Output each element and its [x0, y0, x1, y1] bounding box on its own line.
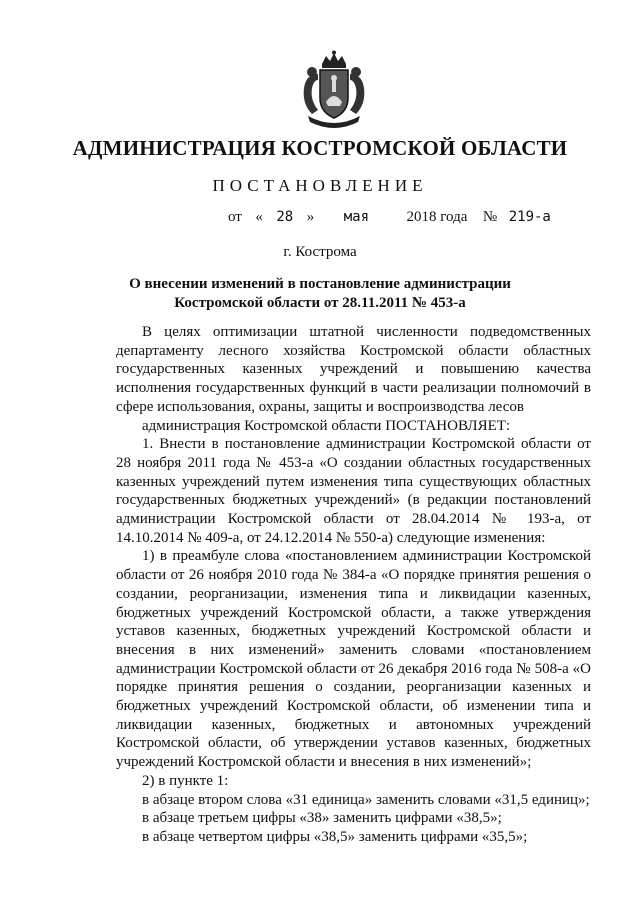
date-day: 28	[276, 209, 294, 225]
date-close-quote: »	[306, 209, 315, 225]
date-year: 2018 года	[406, 209, 468, 225]
date-open-quote: «	[255, 209, 263, 225]
date-line	[228, 209, 551, 226]
paragraph-abzac-4: в абзаце четвертом цифры «38,5» заменить цифрами «35,5»;	[142, 828, 528, 845]
coat-of-arms-emblem	[296, 50, 372, 132]
paragraph-abzac-3: в абзаце третьем цифры «38» заменить цифрами «38,5»;	[142, 810, 502, 827]
document-subject	[0, 275, 640, 313]
document-number: 219-а	[508, 209, 551, 225]
paragraph-item-1: 1. Внести в постановление администрации Костромской области от 28 ноября 2011 года № 453-а «О создании областных государственных казенных учреждений путем изменения типа существующих областных государственных бюджетных учреждений» (в редакции постановлений администрации Костромской области от 28.04.2014 № 193-а, от 14.10.2014 № 409-а, от 24.12.2014 № 550-а) следующие изменения:	[116, 436, 591, 546]
paragraph-subitem-1: 1) в преамбуле слова «постановлением администрации Костромской области от 26 ноября 2010 года № 384-а «О порядке принятия решения о создании, реорганизации, изменения типа и ликвидации казенных, бюджетных учреждений Костромской области, а также утверждения уставов казенных, бюджетных учреждений Костромской области и внесения в них изменений» заменить словами «постановлением администрации Костромской области от 26 декабря 2016 года № 508-а «О порядке принятия решения о создании, реорганизации казенных и бюджетных учреждений Костромской области, об изменении типа и ликвидации казенных, бюджетных и автономных учреждений Костромской области, об утверждении уставов казенных, бюджетных учреждений Костромской области и внесения в них изменений»;	[116, 548, 591, 771]
paragraph-subitem-2: 2) в пункте 1:	[142, 772, 229, 789]
paragraph-resolves: администрация Костромской области ПОСТАНОВЛЯЕТ:	[142, 417, 511, 434]
subject-line-1: О внесении изменений в постановление администрации	[129, 276, 511, 292]
document-type: ПОСТАНОВЛЕНИЕ	[212, 176, 428, 195]
organization-title: АДМИНИСТРАЦИЯ КОСТРОМСКОЙ ОБЛАСТИ	[72, 136, 568, 160]
date-prefix: от	[228, 209, 242, 225]
paragraph-preamble: В целях оптимизации штатной численности подведомственных департаменту лесного хозяйства Костромской области областных государственных казенных учреждений и повышению качества исполнения государственных функций в части реализации полномочий в сфере использования, охраны, защиты и воспроизводства лесов	[116, 324, 591, 415]
date-month: мая	[343, 209, 370, 225]
number-sign: №	[482, 209, 498, 225]
city: г. Кострома	[283, 244, 357, 260]
paragraph-abzac-2: в абзаце втором слова «31 единица» заменить словами «31,5 единиц»;	[142, 791, 590, 808]
document-body	[116, 323, 591, 847]
subject-line-2: Костромской области от 28.11.2011 № 453-а	[174, 295, 466, 311]
